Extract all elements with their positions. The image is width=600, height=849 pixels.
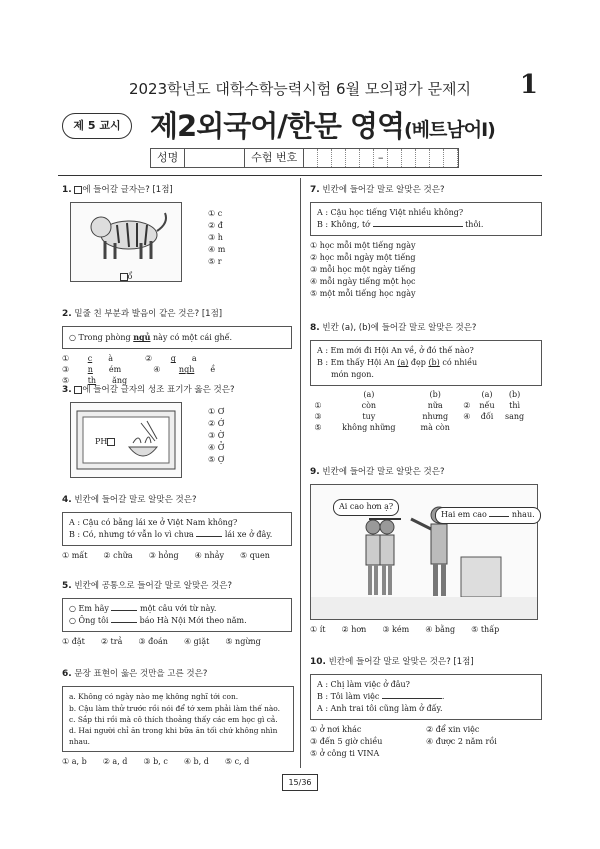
option-2[interactable]: [145, 354, 213, 365]
question-stem: 빈칸에 공통으로 들어갈 말로 알맞은 것은?: [74, 581, 233, 591]
height-comparison-illustration: [310, 484, 538, 620]
identity-row: [150, 148, 459, 168]
subject-title: [150, 104, 495, 145]
sentence-d: d. Hai người chỉ ăn trong khi bữa ăn tối chứ không nhìn nhau.: [69, 725, 278, 746]
option-number: ①: [314, 401, 322, 411]
dialogue-text: thôi.: [465, 220, 484, 230]
subject-sub: (베트남어Ⅰ): [403, 119, 495, 141]
dialogue-a2: A : Anh trai tôi cũng làm ở đấy.: [317, 704, 443, 714]
bubble-text: nhau.: [511, 510, 535, 520]
option-2[interactable]: ② a, d: [102, 757, 128, 767]
col-a-header: (a): [363, 390, 375, 400]
col-a-header: (a): [481, 390, 493, 400]
question-stem: 밑줄 친 부분과 발음이 같은 것은? [1점]: [74, 309, 223, 319]
question-1: [62, 184, 292, 282]
current-page: 15: [288, 778, 299, 787]
dialogue-box: [310, 202, 542, 236]
option-1[interactable]: ① đặt: [62, 637, 85, 647]
option-5[interactable]: ⑤ quen: [239, 551, 270, 561]
option-1[interactable]: ① học mỗi một tiếng ngày: [310, 241, 416, 251]
question-number: 9.: [310, 467, 320, 477]
option-1[interactable]: ① ở nơi khác: [310, 725, 362, 735]
underlined-word: ngủ: [133, 332, 151, 343]
option-5[interactable]: ⑤ một mỗi tiếng học ngày: [310, 289, 416, 299]
option-a: còn: [361, 401, 377, 411]
option-4[interactable]: ④ Ở: [208, 443, 225, 453]
question-stem: 빈칸에 들어갈 말로 알맞은 것은?: [322, 185, 445, 195]
question-9: [310, 466, 542, 636]
question-number: 7.: [310, 185, 320, 195]
dialogue-a: A : Em mới đi Hội An về, ở đó thế nào?: [317, 346, 474, 356]
answer-blank: [373, 226, 463, 227]
question-2: [62, 308, 292, 387]
option-4[interactable]: ④ giặt: [183, 637, 210, 647]
option-4[interactable]: ④ b, d: [183, 757, 209, 767]
option-4[interactable]: ④ nhảy: [194, 551, 224, 561]
question-stem: 빈칸에 들어갈 말로 알맞은 것은? [1점]: [328, 657, 474, 667]
exam-number-field[interactable]: –: [304, 148, 459, 168]
sentence-text: ○ Em hãy: [69, 604, 109, 614]
option-4[interactable]: ④ được 2 năm rồi: [426, 737, 497, 747]
sentence-box: [62, 598, 292, 632]
page-indicator: 15/36: [282, 774, 318, 791]
question-stem: 문장 표현이 옳은 것만을 고른 것은?: [74, 669, 208, 679]
dialogue-text: B : Có, nhưng tớ vẫn lo vì chưa: [69, 530, 194, 540]
sentence-text: ○ Trong phòng: [69, 333, 134, 343]
option-number: ③: [62, 365, 72, 375]
question-3: [62, 384, 292, 478]
option-1[interactable]: ① c: [208, 209, 223, 219]
answer-blank: [196, 536, 222, 537]
dialogue-text: có nhiều: [442, 358, 478, 368]
subject-main: 제2외국어/한문 영역: [150, 109, 404, 143]
question-5: [62, 580, 292, 648]
name-label: 성명: [150, 148, 185, 168]
option-1[interactable]: ① mất: [62, 551, 88, 561]
dialogue-a: A : Chị làm việc ở đâu?: [317, 680, 410, 690]
option-rest: à: [108, 354, 113, 364]
option-b: nữa: [427, 401, 443, 411]
option-rest: ăng: [112, 376, 128, 386]
option-number: ④: [463, 412, 471, 422]
dialogue-b: [69, 529, 285, 541]
option-2[interactable]: ② đ: [208, 221, 223, 231]
option-5[interactable]: ⑤ r: [208, 257, 222, 267]
question-number: 8.: [310, 323, 320, 333]
underlined-part: th: [87, 376, 97, 386]
sentence-text: ○ Ông tôi: [69, 616, 109, 626]
page-number: 1: [519, 70, 538, 100]
question-stem: 에 들어갈 글자의 성조 표기가 옳은 것은?: [82, 385, 235, 395]
total-pages: 36: [301, 778, 312, 787]
option-3[interactable]: ③ mỗi học một ngày tiếng: [310, 265, 416, 275]
option-number: ⑤: [62, 376, 72, 386]
pho-sign-illustration: [70, 402, 182, 478]
option-rest: a: [191, 354, 197, 364]
underlined-part: n: [87, 365, 93, 375]
name-field[interactable]: [185, 148, 245, 168]
option-number: ②: [144, 354, 155, 364]
option-a: đối: [480, 412, 494, 422]
dialogue-a: A : Cậu học tiếng Việt nhiều không?: [317, 208, 464, 218]
question-4: [62, 494, 292, 562]
option-number: ⑤: [314, 422, 322, 432]
option-5[interactable]: ⑤ ngừng: [225, 637, 261, 647]
dialogue-b-cont: món ngon.: [331, 370, 374, 380]
option-1[interactable]: ① ít: [310, 625, 326, 635]
question-10: [310, 656, 542, 760]
option-4[interactable]: ④ mỗi ngày tiếng một học: [310, 277, 416, 287]
sentence-text: báo Hà Nội Mới theo năm.: [139, 616, 247, 626]
option-number: ①: [62, 354, 72, 364]
sentence-1: [69, 603, 285, 615]
option-a: không những: [342, 422, 396, 432]
dialogue-b: [317, 357, 535, 369]
question-6: [62, 668, 294, 768]
question-number: 1.: [62, 185, 72, 195]
exam-title: 2023학년도 대학수학능력시험 6월 모의평가 문제지: [128, 80, 472, 98]
question-7: [310, 184, 542, 300]
option-5[interactable]: ⑤ thấp: [471, 625, 500, 635]
question-number: 4.: [62, 495, 72, 505]
option-4[interactable]: [153, 365, 231, 376]
option-2[interactable]: ② trả: [100, 637, 123, 647]
question-number: 2.: [62, 309, 72, 319]
dialogue-text: B : Không, tớ: [317, 220, 370, 230]
option-3[interactable]: ③ Ờ: [208, 431, 225, 441]
tiger-icon: [71, 203, 181, 267]
option-2[interactable]: ② chữa: [103, 551, 133, 561]
dialogue-box: [310, 674, 542, 720]
option-rest: ém: [108, 365, 122, 375]
dialogue-text: lái xe ở đây.: [224, 530, 273, 540]
option-3[interactable]: ③ b, c: [143, 757, 168, 767]
col-b-header: (b): [429, 390, 441, 400]
dialogue-b: [317, 691, 535, 703]
underlined-part: g: [170, 354, 176, 364]
underlined-part: ngh: [178, 365, 195, 375]
blank-a: (a): [397, 358, 409, 368]
sentence-2: [69, 615, 285, 627]
speech-bubble-1: [333, 499, 399, 516]
tiger-illustration: [70, 202, 182, 282]
option-number: ③: [314, 412, 322, 422]
sentence-a: a. Không có ngày nào mẹ không nghĩ tới con.: [69, 692, 239, 702]
speech-bubble-2: [435, 507, 541, 524]
dialogue-text: B : Tôi làm việc: [317, 692, 380, 702]
answer-blank: [111, 610, 137, 611]
option-3[interactable]: ③ kém: [382, 625, 410, 635]
bubble-text: Hai em cao: [441, 510, 487, 520]
option-a: nếu: [479, 401, 495, 411]
dialogue-a: A : Cậu có bằng lái xe ở Việt Nam không?: [69, 518, 238, 528]
option-2[interactable]: ② Ớ: [208, 419, 225, 429]
option-2[interactable]: ② học mỗi ngày một tiếng: [310, 253, 416, 263]
question-stem: 빈칸에 들어갈 말로 알맞은 것은?: [322, 467, 445, 477]
answer-blank: [382, 698, 442, 699]
option-1[interactable]: [62, 354, 129, 365]
answer-table: [310, 390, 530, 433]
tiger-caption: ổ: [127, 271, 133, 281]
question-number: 5.: [62, 581, 72, 591]
option-3[interactable]: ③ h: [208, 233, 223, 243]
option-3[interactable]: [62, 365, 137, 376]
option-b: nhưng: [422, 412, 449, 422]
question-number: 3.: [62, 385, 72, 395]
dialogue-text: đẹp: [410, 358, 426, 368]
option-2[interactable]: ② để xin việc: [426, 725, 480, 735]
option-1[interactable]: ① Ơ: [208, 407, 225, 417]
dialogue-text: .: [441, 692, 445, 702]
column-divider: [300, 178, 301, 768]
exam-number-label: 수험 번호: [245, 148, 304, 168]
option-b: thì: [509, 401, 521, 411]
answer-blank: [111, 622, 137, 623]
option-3[interactable]: ③ đến 5 giờ chiều: [310, 737, 383, 747]
blank-b: (b): [428, 358, 440, 368]
dialogue-box: [62, 512, 292, 546]
option-b: mà còn: [420, 422, 450, 432]
question-stem: 빈칸에 들어갈 말로 알맞은 것은?: [74, 495, 197, 505]
question-stem: 에 들어갈 글자는? [1점]: [82, 185, 173, 195]
option-5[interactable]: ⑤ ở công ti VINA: [310, 749, 380, 759]
header-rule: [58, 175, 542, 176]
option-b: sang: [505, 412, 525, 422]
option-5[interactable]: ⑤ c, d: [224, 757, 250, 767]
option-number: ②: [463, 401, 471, 411]
option-row[interactable]: [310, 412, 530, 423]
sentence-text: một câu với từ này.: [140, 604, 217, 614]
dialogue-b: [317, 219, 535, 231]
option-5[interactable]: ⑤ Ợ: [208, 455, 225, 465]
sentence-list-box: [62, 686, 294, 752]
option-4[interactable]: ④ bằng: [425, 625, 456, 635]
dialogue-box: [310, 340, 542, 386]
option-3[interactable]: ③ hỏng: [148, 551, 179, 561]
option-3[interactable]: ③ đoán: [138, 637, 168, 647]
underlined-part: c: [87, 354, 93, 364]
sentence-box: [62, 326, 292, 349]
bubble-text: Ai cao hơn ạ?: [339, 502, 394, 512]
question-stem: 빈칸 (a), (b)에 들어갈 말로 알맞은 것은?: [322, 323, 477, 333]
pho-bowl-icon: [71, 403, 181, 477]
col-b-header: (b): [508, 390, 521, 400]
option-row[interactable]: [310, 401, 530, 412]
answer-blank: [489, 516, 509, 517]
question-number: 6.: [62, 669, 72, 679]
sentence-text: này có một cái ghế.: [150, 333, 233, 343]
option-a: tuy: [362, 412, 376, 422]
session-badge: 제 5 교시: [62, 113, 132, 139]
sentence-c: c. Sắp thi rồi mà cô thích thoảng thấy các em học gì cả.: [69, 714, 278, 724]
option-1[interactable]: ① a, b: [62, 757, 87, 767]
option-number: ④: [153, 365, 163, 375]
option-2[interactable]: ② hơn: [341, 625, 367, 635]
pho-caption: PH: [95, 437, 108, 447]
question-number: 10.: [310, 657, 326, 667]
option-rest: ề: [210, 365, 216, 375]
sentence-b: b. Cậu làm thử trước rồi nói để tớ xem phải làm thế nào.: [69, 703, 280, 713]
question-8: [310, 322, 542, 434]
dialogue-text: B : Em thấy Hội An: [317, 358, 395, 368]
option-row[interactable]: [310, 423, 530, 434]
option-4[interactable]: ④ m: [208, 245, 226, 255]
